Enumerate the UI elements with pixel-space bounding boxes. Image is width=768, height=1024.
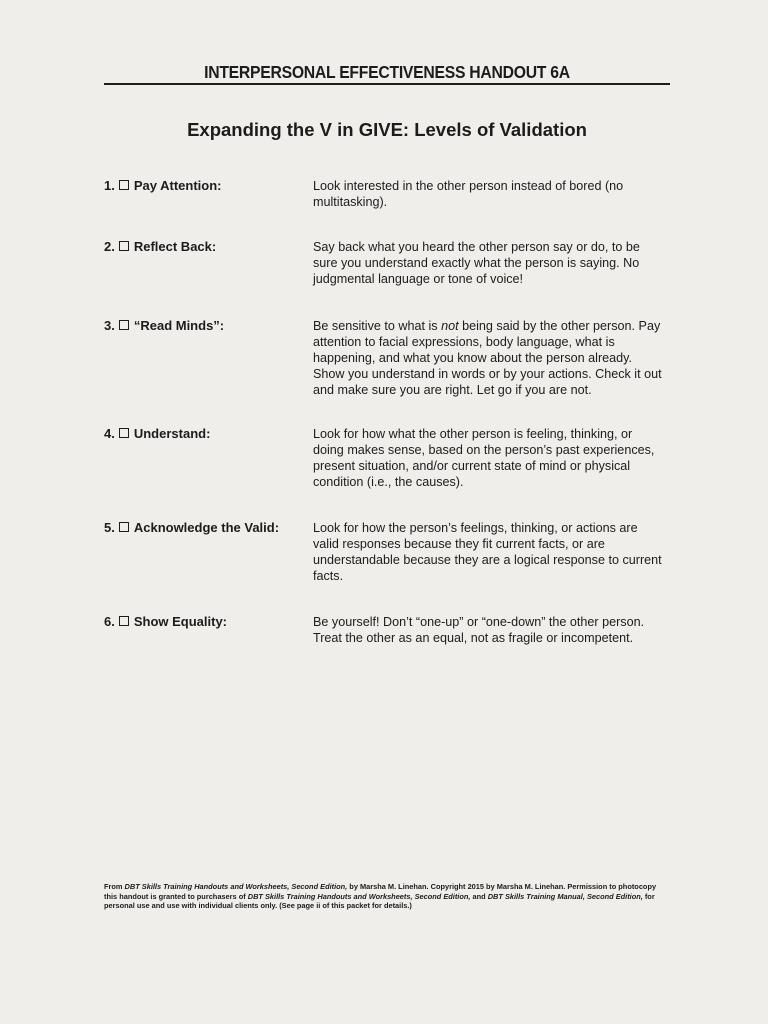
footer-text: by Marsha M. Linehan. Copyright 2015 by Marsha M. Linehan. Permission to photocopy this handout is granted to purchasers of: [104, 882, 657, 901]
item-description: Look for how what the other person is feeling, thinking, or doing makes sense, based on the person’s past experiences, present situation, and/or current state of mind or physical condition (i.e., the causes).: [313, 427, 655, 489]
page-title: Expanding the V in GIVE: Levels of Validation: [187, 119, 587, 140]
item-number: 1.: [104, 178, 115, 193]
handout-label: INTERPERSONAL EFFECTIVENESS HANDOUT 6A: [204, 62, 570, 82]
item-number: 6.: [104, 614, 115, 629]
item-description: [313, 318, 665, 398]
header-divider: [104, 83, 670, 85]
footer-book-title: DBT Skills Training Handouts and Worksheets, Second Edition,: [124, 882, 348, 891]
checkbox-icon[interactable]: [119, 428, 129, 438]
item-label-text: Acknowledge the Valid:: [133, 520, 280, 535]
item-label: [104, 178, 304, 193]
item-number: 5.: [104, 520, 115, 535]
item-description: Say back what you heard the other person say or do, to be sure you understand exactly what the person is saying. No judgmental language or tone of voice!: [313, 240, 640, 286]
description-text: Be sensitive to what is: [313, 319, 442, 333]
item-description: Look interested in the other person instead of bored (no multitasking).: [313, 179, 624, 209]
item-label: [104, 426, 304, 441]
item-number: 4.: [104, 426, 115, 441]
checkbox-icon[interactable]: [119, 616, 129, 626]
description-text: being said by the other person. Pay attention to facial expressions, body language, what is happening, and what you know about the person already. Show you understand in words or by your actions. Check it out and make sure you are right. Let go if you are not.: [313, 319, 662, 397]
item-number: 2.: [104, 239, 115, 254]
item-label-text: Pay Attention:: [133, 178, 222, 193]
item-label-text: Show Equality:: [133, 614, 228, 629]
footer-text: for personal use and use with individual clients only. (See page ii of this packet for details.): [104, 891, 655, 911]
item-label: [104, 318, 304, 333]
checkbox-icon[interactable]: [119, 180, 129, 190]
item-description: Be yourself! Don’t “one-up” or “one-down” the other person. Treat the other as an equal, not as fragile or incompetent.: [313, 615, 645, 645]
checkbox-icon[interactable]: [119, 522, 129, 532]
item-label: [104, 239, 304, 254]
footer-text: From: [104, 882, 125, 891]
checkbox-icon[interactable]: [119, 320, 129, 330]
item-label-text: Understand:: [133, 426, 211, 441]
checkbox-icon[interactable]: [119, 241, 129, 251]
item-description: Look for how the person’s feelings, thinking, or actions are valid responses because they fit current facts, or are understandable because they are a logical response to current facts.: [313, 521, 662, 583]
footer-book-title: DBT Skills Training Manual, Second Edition,: [487, 891, 643, 901]
description-emphasis: not: [441, 319, 459, 333]
item-label: [104, 614, 304, 629]
item-label-text: “Read Minds”:: [133, 318, 225, 333]
copyright-footer: [104, 882, 670, 911]
item-number: 3.: [104, 318, 115, 333]
item-label: [104, 520, 304, 535]
footer-book-title: DBT Skills Training Handouts and Worksheets, Second Edition,: [247, 891, 471, 901]
item-label-text: Reflect Back:: [133, 239, 217, 254]
footer-text: and: [470, 891, 488, 901]
